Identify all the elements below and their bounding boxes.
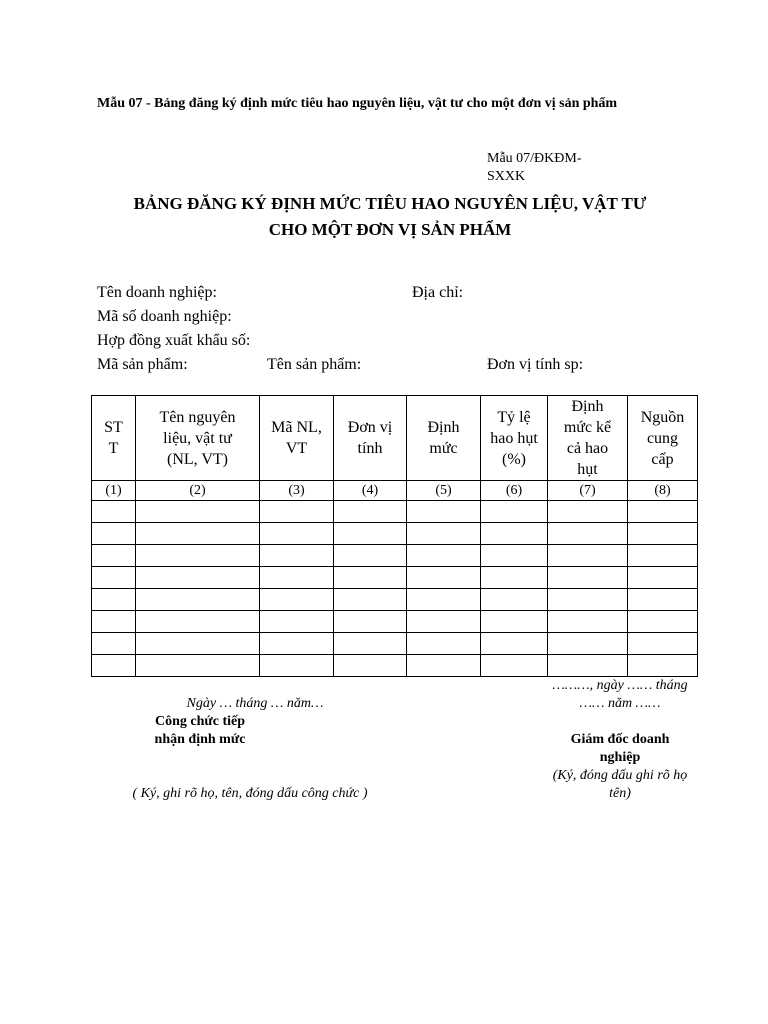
header-material-name: Tên nguyên liệu, vật tư (NL, VT) — [136, 396, 260, 481]
table-cell — [628, 611, 698, 633]
table-cell — [548, 589, 628, 611]
form-code: Mẫu 07/ĐKĐM-SXXK — [487, 151, 582, 184]
table-cell — [334, 611, 407, 633]
column-number: (7) — [548, 481, 628, 501]
table-row — [92, 501, 698, 523]
table-cell — [92, 545, 136, 567]
product-unit-label: Đơn vị tính sp: — [487, 356, 584, 373]
norm-table — [91, 395, 698, 677]
table-row — [92, 545, 698, 567]
table-cell — [334, 589, 407, 611]
right-signature-date: ………, ngày …… tháng …… năm …… — [552, 678, 688, 711]
table-cell — [407, 611, 481, 633]
table-cell — [334, 633, 407, 655]
table-cell — [136, 501, 260, 523]
table-cell — [548, 655, 628, 677]
table-cell — [548, 567, 628, 589]
table-cell — [481, 633, 548, 655]
table-row — [92, 611, 698, 633]
header-norm: Định mức — [407, 396, 481, 481]
table-cell — [260, 567, 334, 589]
product-name-label: Tên sản phẩm: — [267, 356, 362, 373]
table-cell — [407, 655, 481, 677]
table-row — [92, 523, 698, 545]
header-stt: ST T — [92, 396, 136, 481]
table-cell — [260, 633, 334, 655]
table-cell — [628, 655, 698, 677]
table-cell — [407, 501, 481, 523]
table-cell — [334, 655, 407, 677]
table-cell — [92, 655, 136, 677]
address-label: Địa chỉ: — [412, 284, 464, 301]
right-signature-note: (Ký, đóng dấu ghi rõ họ tên) — [552, 768, 688, 801]
table-cell — [481, 567, 548, 589]
table-cell — [407, 545, 481, 567]
column-number: (2) — [136, 481, 260, 501]
header-material-code: Mã NL, VT — [260, 396, 334, 481]
left-signature-date: Ngày … tháng … năm… — [186, 696, 324, 711]
header-supply-source: Nguồn cung cấp — [628, 396, 698, 481]
form-heading: Mẫu 07 - Bảng đăng ký định mức tiêu hao nguyên liệu, vật tư cho một đơn vị sản phẩm — [97, 96, 618, 111]
left-signature-title: Công chức tiếp nhận định mức — [154, 714, 246, 747]
table-cell — [481, 545, 548, 567]
column-number: (6) — [481, 481, 548, 501]
table-cell — [407, 523, 481, 545]
column-number: (5) — [407, 481, 481, 501]
table-cell — [136, 589, 260, 611]
product-code-label: Mã sản phẩm: — [97, 356, 188, 373]
table-cell — [92, 523, 136, 545]
table-cell — [334, 523, 407, 545]
table-cell — [136, 545, 260, 567]
column-number-row — [92, 481, 698, 501]
header-loss-rate: Tỷ lệ hao hụt (%) — [481, 396, 548, 481]
table-cell — [481, 589, 548, 611]
column-number: (4) — [334, 481, 407, 501]
header-norm-with-loss: Định mức kể cả hao hụt — [548, 396, 628, 481]
table-cell — [136, 523, 260, 545]
document-title — [90, 191, 690, 243]
column-number: (1) — [92, 481, 136, 501]
export-contract-label: Hợp đồng xuất khẩu số: — [97, 332, 251, 349]
table-cell — [260, 655, 334, 677]
table-cell — [92, 567, 136, 589]
table-cell — [481, 655, 548, 677]
table-cell — [481, 501, 548, 523]
table-cell — [407, 567, 481, 589]
table-header-row — [92, 396, 698, 481]
table-cell — [628, 633, 698, 655]
table-cell — [260, 545, 334, 567]
table-cell — [260, 501, 334, 523]
table-cell — [136, 567, 260, 589]
table-cell — [407, 589, 481, 611]
table-cell — [407, 633, 481, 655]
company-name-label: Tên doanh nghiệp: — [97, 284, 217, 301]
table-row — [92, 655, 698, 677]
table-cell — [92, 589, 136, 611]
table-cell — [628, 545, 698, 567]
company-code-label: Mã số doanh nghiệp: — [97, 308, 232, 325]
left-signature-note: ( Ký, ghi rõ họ, tên, đóng dấu công chức ) — [132, 786, 368, 801]
title-line-2: CHO MỘT ĐƠN VỊ SẢN PHẨM — [268, 220, 512, 239]
table-cell — [334, 567, 407, 589]
table-cell — [628, 523, 698, 545]
table-cell — [136, 633, 260, 655]
table-cell — [548, 633, 628, 655]
table-cell — [136, 611, 260, 633]
table-cell — [260, 523, 334, 545]
table-cell — [548, 523, 628, 545]
table-row — [92, 633, 698, 655]
title-line-1: BẢNG ĐĂNG KÝ ĐỊNH MỨC TIÊU HAO NGUYÊN LIỆU, VẬT TƯ — [133, 194, 647, 213]
table-row — [92, 589, 698, 611]
table-cell — [334, 545, 407, 567]
table-cell — [136, 655, 260, 677]
table-cell — [260, 611, 334, 633]
table-cell — [628, 501, 698, 523]
table-cell — [548, 545, 628, 567]
table-row — [92, 567, 698, 589]
table-cell — [334, 501, 407, 523]
table-cell — [92, 633, 136, 655]
column-number: (8) — [628, 481, 698, 501]
table-cell — [628, 567, 698, 589]
table-cell — [92, 501, 136, 523]
header-unit: Đơn vị tính — [334, 396, 407, 481]
table-cell — [260, 589, 334, 611]
table-cell — [548, 501, 628, 523]
right-signature-title: Giám đốc doanh nghiệp — [570, 732, 670, 765]
table-cell — [481, 523, 548, 545]
table-cell — [92, 611, 136, 633]
column-number: (3) — [260, 481, 334, 501]
table-cell — [628, 589, 698, 611]
table-cell — [481, 611, 548, 633]
table-cell — [548, 611, 628, 633]
